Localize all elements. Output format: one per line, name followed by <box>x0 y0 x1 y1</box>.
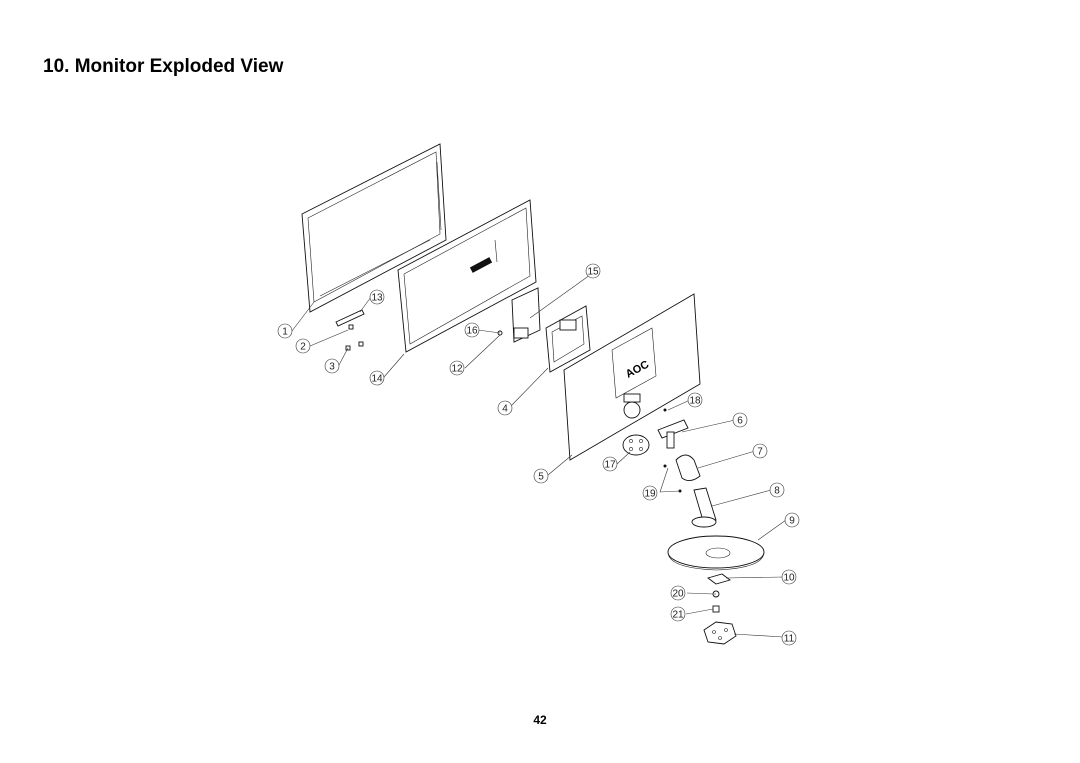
page-title: 10. Monitor Exploded View <box>43 56 284 77</box>
callout-3 <box>325 359 339 373</box>
callout-label: 20 <box>672 588 684 600</box>
callout-label: 4 <box>502 403 508 415</box>
callout-label: 10 <box>783 572 795 584</box>
callout-label: 8 <box>774 485 780 497</box>
callout-21 <box>671 607 685 621</box>
callout-label: 15 <box>587 266 599 278</box>
callout-label: 16 <box>466 325 478 337</box>
callout-label: 1 <box>282 326 288 338</box>
callout-label: 13 <box>371 292 383 304</box>
callout-7 <box>753 444 767 458</box>
callout-4 <box>498 401 512 415</box>
page-number: 42 <box>533 713 547 727</box>
callout-label: 14 <box>371 373 383 385</box>
callout-16 <box>465 323 479 337</box>
callout-5 <box>534 469 548 483</box>
stand-base-part <box>668 536 764 570</box>
callout-label: 2 <box>300 341 306 353</box>
callout-label: 17 <box>604 459 616 471</box>
callout-19 <box>643 486 657 500</box>
neck-cap-part <box>664 455 701 493</box>
callout-18 <box>688 393 702 407</box>
callout-9 <box>785 513 799 527</box>
callout-label: 21 <box>672 609 684 621</box>
callout-15 <box>586 264 600 278</box>
callout-6 <box>733 413 747 427</box>
round-plate-part <box>623 435 649 455</box>
callout-14 <box>370 371 384 385</box>
callout-label: 3 <box>329 361 335 373</box>
base-cover-part <box>708 574 730 584</box>
key-board-part <box>336 310 364 350</box>
callout-13 <box>370 290 384 304</box>
callout-label: 6 <box>737 415 743 427</box>
callout-label: 18 <box>689 395 701 407</box>
callout-11 <box>782 631 796 645</box>
callout-label: 19 <box>644 488 656 500</box>
stand-neck-part <box>692 488 716 527</box>
aoc-logo: AOC <box>623 358 651 381</box>
hinge-part <box>658 420 688 448</box>
callout-10 <box>782 570 796 584</box>
callout-label: 12 <box>451 363 463 375</box>
callout-label: 9 <box>789 515 795 527</box>
callout-label: 5 <box>538 471 544 483</box>
callout-label: 7 <box>757 446 763 458</box>
callout-label: 11 <box>783 633 795 645</box>
callout-20 <box>671 586 685 600</box>
callout-1 <box>278 324 292 338</box>
callout-8 <box>770 483 784 497</box>
rubber-foot-part <box>704 622 736 644</box>
callout-2 <box>296 339 310 353</box>
callout-12 <box>450 361 464 375</box>
callout-17 <box>603 457 617 471</box>
